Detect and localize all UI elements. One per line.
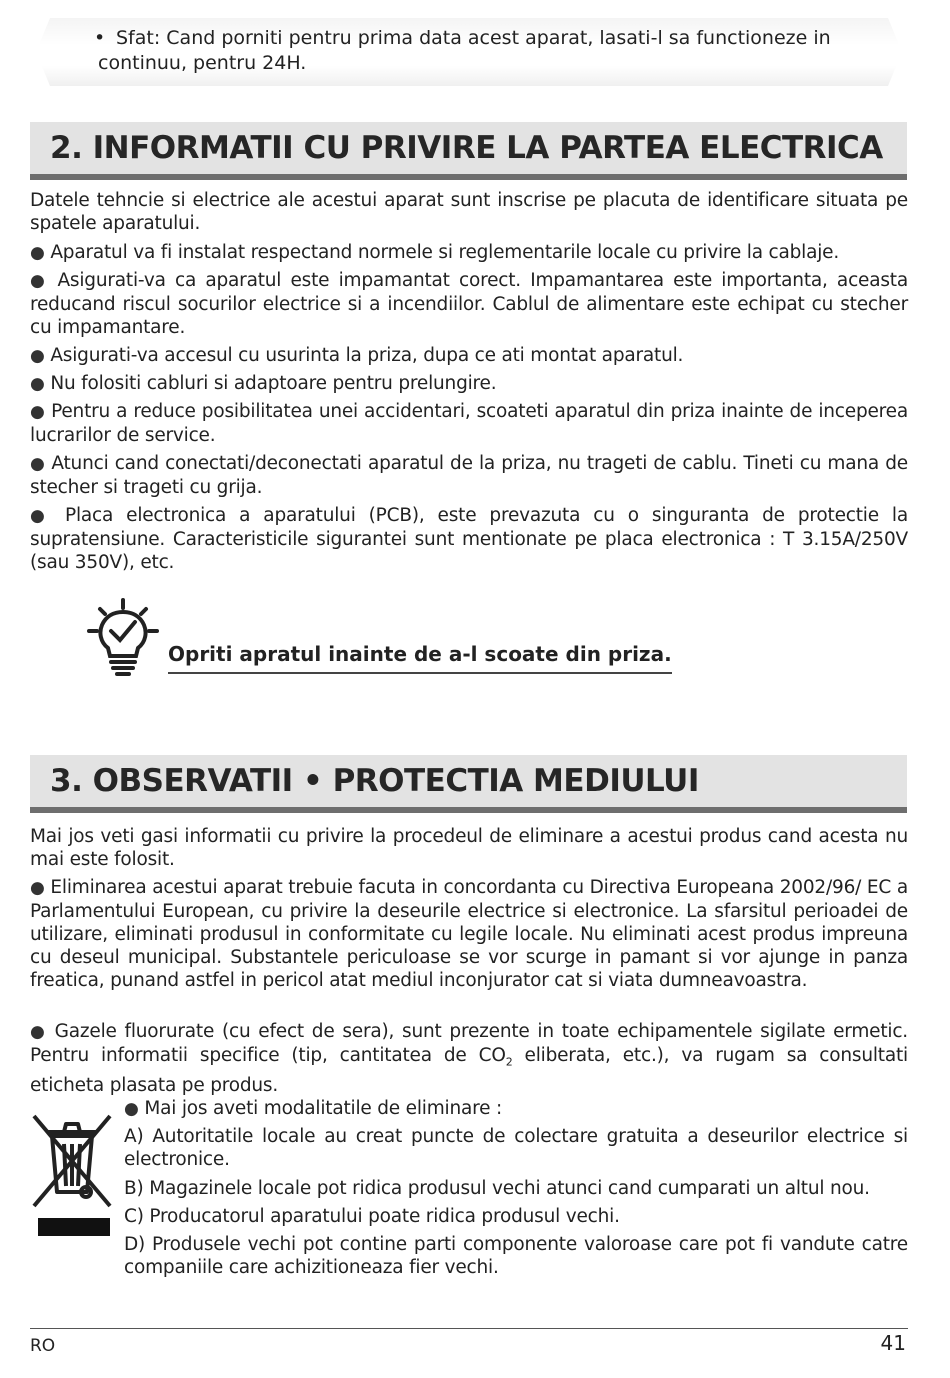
lightbulb-check-icon (86, 598, 160, 678)
disposal-option: B) Magazinele locale pot ridica produsul vechi atunci cand cumparati un altul nou. (124, 1178, 870, 1199)
section-2-intro: Datele tehncie si electrice ale acestui aparat sunt inscrise pe placuta de identificare situata pe spatele aparatului. (30, 190, 908, 234)
disposal-heading: ● Mai jos aveti modalitatile de eliminare : (124, 1098, 503, 1119)
tip-bullet: • (94, 27, 106, 49)
section-3-item: ● Eliminarea acestui aparat trebuie facuta in concordanta cu Directiva Europeana 2002/96/ EC a Parlamentului European, cu privire la deseurile electrice si electronice. La sfarsitul perioadei de utilizare, eliminati produsul in conformitate cu legile locale. Nu eliminati acest produs impreuna cu deseul municipal. Substantele periculoase se vor scurge in pamant si vor ajunge in panza freatica, punand astfel in pericol atat mediul inconjurator cat si viata dumneavoastra. (30, 877, 908, 991)
section-2-item: ● Atunci cand conectati/deconectati aparatul de la priza, nu trageti de cablu. Tineti cu mana de stecher si trageti cu grija. (30, 453, 908, 498)
bullet-icon: ● (30, 346, 45, 366)
bullet-icon: ● (124, 1099, 139, 1119)
section-2-item: ● Asigurati-va ca aparatul este impamantat corect. Impamantarea este importanta, aceasta reducand riscul socurilor electrice si a incendiilor. Cablul de alimentare este echipat cu stecher cu impamantare. (30, 270, 908, 338)
section-2-header (30, 122, 907, 180)
section-3-intro: Mai jos veti gasi informatii cu privire la procedeul de eliminare a acestui produs cand acesta nu mai este folosit. (30, 826, 908, 870)
footer-language: RO (30, 1336, 56, 1356)
page-number: 41 (880, 1331, 906, 1355)
section-2-item: ● Placa electronica a aparatului (PCB), este prevazuta cu o singuranta de protectie la supratensiune. Caracteristicile sigurantei sunt mentionate pe placa electronica : T 3.15A/250V (sau 350V), etc. (30, 505, 908, 573)
tip-content: Sfat: Cand porniti pentru prima data acest aparat, lasati-l sa functioneze in continuu, pentru 24H. (98, 27, 831, 74)
bullet-icon: ● (30, 1022, 47, 1042)
section-2-title: 2. INFORMATII CU PRIVIRE LA PARTEA ELECTRICA (50, 130, 883, 166)
footer-divider (30, 1328, 908, 1329)
disposal-option: A) Autoritatile locale au creat puncte de colectare gratuita a deseurilor electrice si electronice. (124, 1126, 908, 1170)
bullet-icon: ● (30, 271, 49, 291)
crossed-out-wheelie-bin-icon (30, 1110, 114, 1242)
bullet-icon: ● (30, 878, 45, 898)
warning-notice: Opriti apratul inainte de a-l scoate din priza. (168, 640, 672, 674)
disposal-option: D) Produsele vechi pot contine parti componente valoroase care pot fi vandute catre companiile care achizitioneaza fier vechi. (124, 1234, 908, 1278)
section-3-header (30, 755, 907, 813)
bullet-icon: ● (30, 506, 52, 526)
bullet-icon: ● (30, 243, 45, 263)
bullet-icon: ● (30, 374, 45, 394)
section-3-item: ● Gazele fluorurate (cu efect de sera), sunt prezente in toate echipamentele sigilate ermetic. Pentru informatii specifice (tip, cantitatea de $CO_2$ eliberata, etc.), va rugam sa consultati eticheta plasata pe produs. (30, 1021, 908, 1096)
section-2-item: ● Pentru a reduce posibilitatea unei accidentari, scoateti aparatul din priza inainte de inceperea lucrarilor de service. (30, 401, 908, 446)
bin-bar (38, 1218, 110, 1236)
section-2-item: ● Aparatul va fi instalat respectand normele si reglementarile locale cu privire la cablaje. (30, 242, 840, 263)
disposal-option: C) Producatorul aparatului poate ridica produsul vechi. (124, 1206, 620, 1227)
bullet-icon: ● (30, 402, 46, 422)
section-2-item: ● Asigurati-va accesul cu usurinta la priza, dupa ce ati montat aparatul. (30, 345, 684, 366)
tip-text (94, 26, 888, 76)
section-3-title: 3. OBSERVATII • PROTECTIA MEDIULUI (50, 763, 699, 799)
section-2-item: ● Nu folositi cabluri si adaptoare pentru prelungire. (30, 373, 497, 394)
bullet-icon: ● (30, 454, 46, 474)
